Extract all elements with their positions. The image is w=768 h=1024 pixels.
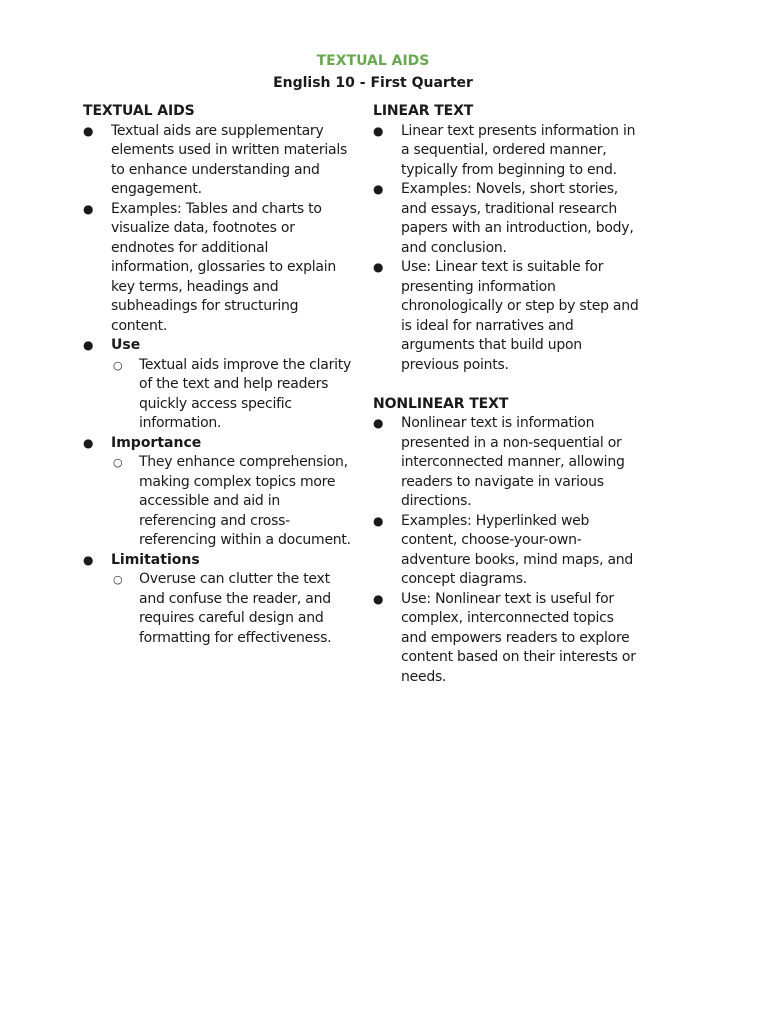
linear-text-list [373,122,641,376]
bullet-icon: ● [83,123,94,138]
sub-list [111,570,353,648]
sub-list [111,356,353,434]
sub-bullet-icon: ○ [113,358,123,372]
sub-list-item [111,356,353,434]
list-item-text: Linear text presents information in a sequential, ordered manner, typically from beginning to end. [401,122,636,178]
list-item-text: Examples: Novels, short stories, and essays, traditional research papers with an introduction, body, and conclusion. [401,181,634,256]
document-subtitle: English 10 - First Quarter [273,75,473,91]
bullet-icon: ● [83,552,94,567]
list-item-use [83,336,353,434]
nonlinear-text-list [373,414,641,687]
bullet-icon: ● [373,513,384,528]
list-item-importance [83,434,353,551]
sub-list-item-text: They enhance comprehension, making complex topics more accessible and aid in referencing and cross-referencing within a document. [139,454,351,548]
bullet-icon: ● [83,338,94,352]
textual-aids-list [83,122,353,649]
list-item [373,258,641,375]
list-item [83,122,353,200]
sub-bullet-icon: ○ [113,456,123,469]
list-item [373,122,641,181]
list-item [83,200,353,337]
document-title: TEXTUAL AIDS [316,53,430,69]
bullet-icon: ● [373,123,384,138]
list-item-text: Nonlinear text is information presented in a non-sequential or interconnected manner, allowing readers to navigate in various directions. [401,415,625,509]
section-spacer [373,375,641,395]
section-heading-nonlinear-text: NONLINEAR TEXT [373,395,509,412]
sub-list-item-text: Overuse can clutter the text and confuse the reader, and requires careful design and formatting for effectiveness. [139,571,332,646]
bullet-icon: ● [373,591,384,606]
bullet-icon: ● [373,260,384,274]
list-item [373,590,641,688]
sub-bullet-icon: ○ [113,573,123,586]
list-item-text: Use: Linear text is suitable for presenting information chronologically or step by step and is ideal for narratives and arguments that build upon previous points. [401,259,639,373]
bullet-icon: ● [373,182,384,196]
list-item [373,512,641,590]
list-item [373,414,641,512]
section-heading-linear-text: LINEAR TEXT [373,103,474,119]
bullet-icon: ● [373,416,384,430]
topic-label-use: Use [111,337,141,353]
bullet-icon: ● [83,201,94,216]
sub-list-item [111,453,353,551]
sub-list [111,453,353,551]
sub-list-item-text: Textual aids improve the clarity of the text and help readers quickly access specific information. [139,356,351,431]
sub-list-item [111,570,353,648]
list-item-limitations [83,551,353,649]
left-column [83,102,353,648]
right-column [373,102,641,687]
list-item-text: Use: Nonlinear text is useful for complex, interconnected topics and empowers readers to explore content based on their interests or needs. [401,590,636,685]
list-item [373,180,641,258]
section-heading-textual-aids: TEXTUAL AIDS [83,103,195,119]
topic-label-importance: Importance [111,434,202,451]
bullet-icon: ● [83,435,94,450]
list-item-text: Examples: Hyperlinked web content, choose-your-own-adventure books, mind maps, and concept diagrams. [401,512,634,587]
topic-label-limitations: Limitations [111,551,200,568]
list-item-text: Examples: Tables and charts to visualize data, footnotes or endnotes for additional information, glossaries to explain key terms, headings and subheadings for structuring content. [111,200,336,334]
list-item-text: Textual aids are supplementary elements used in written materials to enhance understanding and engagement. [111,122,348,197]
